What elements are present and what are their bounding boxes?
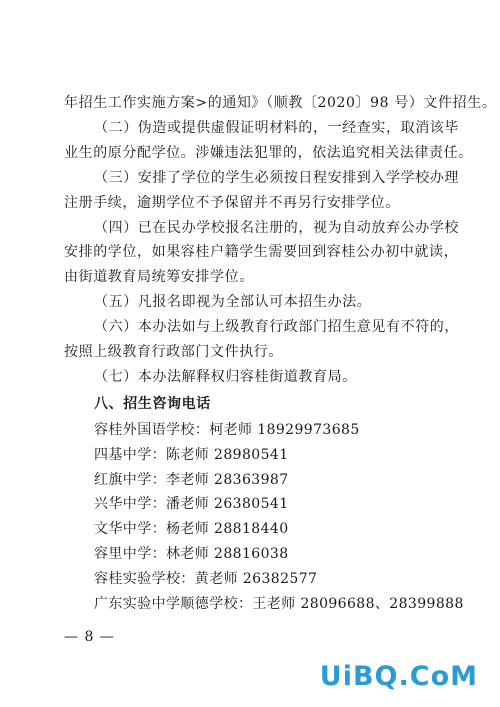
contact-line: 容桂实验学校：黄老师 26382577: [94, 571, 318, 587]
paragraph-line: （五）凡报名即视为全部认可本招生办法。: [94, 294, 372, 310]
paragraph-line: 注册手续，逾期学位不予保留并不再另行安排学位。: [64, 195, 400, 211]
contact-line: 红旗中学：李老师 28363987: [94, 472, 289, 488]
contact-line: 四基中学：陈老师 28980541: [94, 447, 289, 463]
paragraph-line: （二）伪造或提供虚假证明材料的，一经查实，取消该毕: [94, 120, 459, 136]
paragraph-line: （四）已在民办学校报名注册的，视为自动放弃公办学校: [94, 220, 459, 236]
paragraph-line: （七）本办法解释权归容桂街道教育局。: [94, 369, 357, 385]
contact-line: 容里中学：林老师 28816038: [94, 546, 289, 562]
contact-line: 兴华中学：潘老师 26380541: [94, 496, 289, 512]
paragraph-line: （三）安排了学位的学生必须按日程安排到入学学校办理: [94, 170, 459, 186]
page-number: — 8 —: [64, 629, 115, 645]
paragraph-line: 由街道教育局统筹安排学位。: [64, 269, 254, 285]
site-watermark: UiBQ.CoM: [319, 661, 478, 692]
contact-line: 广东实验中学顺德学校：王老师 28096688、28399888: [94, 596, 464, 612]
paragraph-line: 年招生工作实施方案>的通知》（顺教〔2020〕98 号）文件招生。: [64, 95, 497, 111]
contact-line: 容桂外国语学校：柯老师 18929973685: [94, 422, 360, 438]
contact-line: 文华中学：杨老师 28818440: [94, 521, 289, 537]
paragraph-line: 业生的原分配学位。涉嫌违法犯罪的，依法追究相关法律责任。: [64, 145, 473, 161]
paragraph-line: （六）本办法如与上级教育行政部门招生意见有不符的，: [94, 319, 459, 335]
section-heading: 八、招生咨询电话: [94, 396, 211, 412]
paragraph-line: 按照上级教育行政部门文件执行。: [64, 344, 283, 360]
paragraph-line: 安排的学位，如果容桂户籍学生需要回到容桂公办初中就读，: [64, 244, 459, 260]
